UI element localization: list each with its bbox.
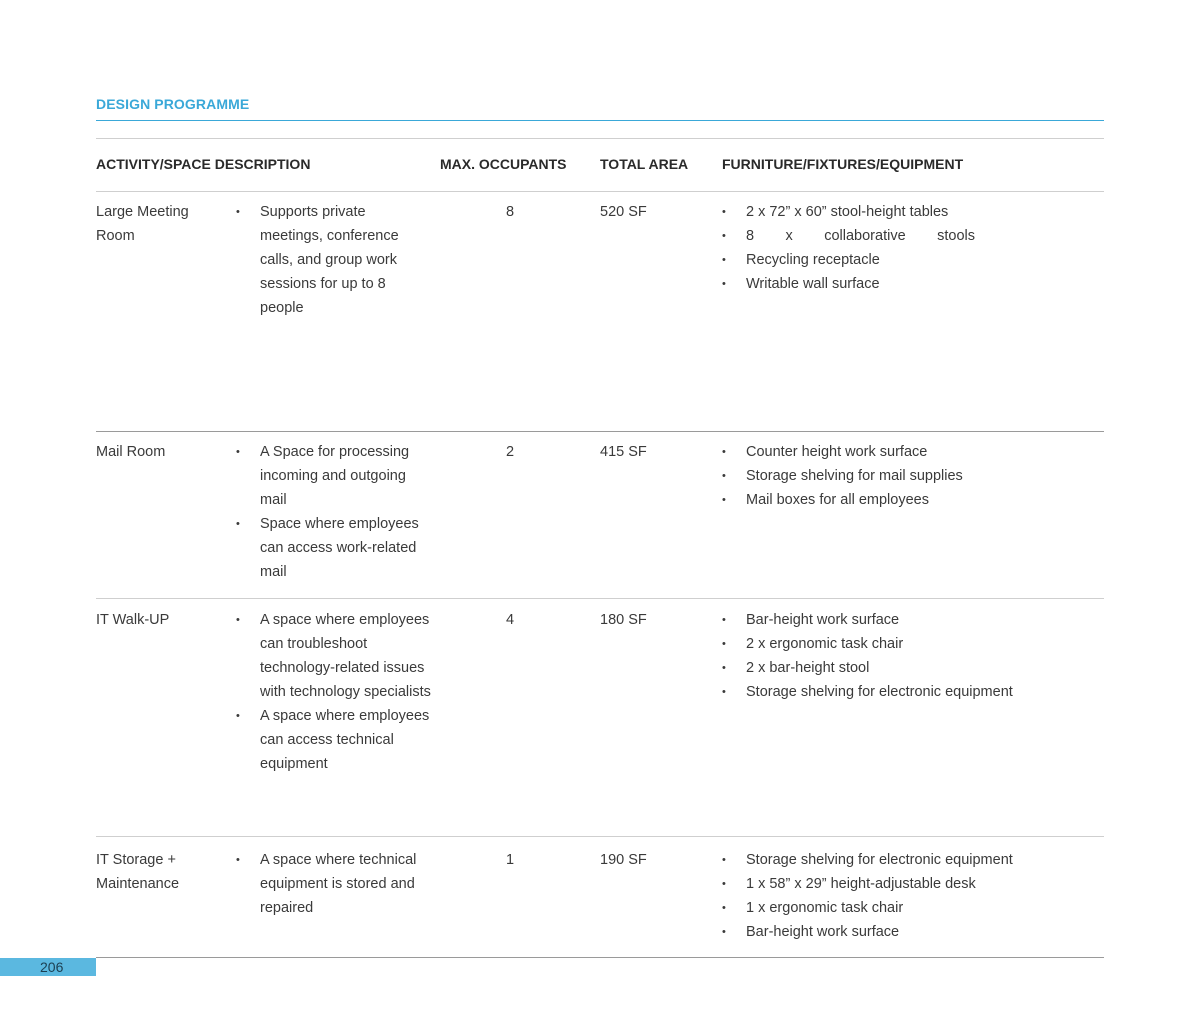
ffe-item: • 2 x bar-height stool (718, 656, 1078, 680)
description-item: • Space where employees can access work-related mail (232, 512, 432, 584)
total-area: 180 SF (600, 612, 647, 628)
header-rule (96, 191, 1104, 192)
section-title-rule (96, 120, 1104, 121)
ffe-item-justified (746, 224, 975, 248)
ffe-item: • Bar-height work surface (718, 608, 1078, 632)
space-description (232, 608, 432, 776)
header-activity: ACTIVITY/SPACE DESCRIPTION (96, 156, 311, 172)
space-description (232, 200, 432, 320)
ffe-item: • Recycling receptacle (718, 248, 1078, 272)
ffe-item: • 2 x 72” x 60” stool-height tables (718, 200, 1078, 224)
header-occupants: MAX. OCCUPANTS (440, 156, 567, 172)
ffe-item: • Writable wall surface (718, 272, 1078, 296)
row-divider (96, 836, 1104, 837)
description-item: • A Space for processing incoming and outgoing mail (232, 440, 432, 512)
ffe-item: • 1 x ergonomic task chair (718, 896, 1078, 920)
total-area: 415 SF (600, 444, 647, 460)
ffe-list (718, 440, 1078, 512)
page-number: 206 (40, 959, 64, 975)
ffe-word: collaborative (824, 228, 906, 244)
space-description (232, 848, 432, 920)
ffe-item: • 1 x 58” x 29” height-adjustable desk (718, 872, 1078, 896)
max-occupants: 4 (505, 612, 515, 628)
total-area: 190 SF (600, 852, 647, 868)
ffe-item: • Storage shelving for mail supplies (718, 464, 1078, 488)
row-divider (96, 598, 1104, 599)
table-top-rule (96, 138, 1104, 139)
row-divider (96, 431, 1104, 432)
header-ffe: FURNITURE/FIXTURES/EQUIPMENT (722, 156, 964, 172)
total-area: 520 SF (600, 204, 647, 220)
section-title: DESIGN PROGRAMME (96, 96, 250, 112)
description-item: • A space where technical equipment is stored and repaired (232, 848, 432, 920)
ffe-list (718, 848, 1078, 944)
ffe-item: • 2 x ergonomic task chair (718, 632, 1078, 656)
ffe-list (718, 200, 1078, 296)
space-name: Mail Room (96, 444, 166, 460)
table-bottom-rule (96, 957, 1104, 958)
ffe-item (718, 224, 1078, 248)
ffe-item: • Mail boxes for all employees (718, 488, 1078, 512)
ffe-item: • Counter height work surface (718, 440, 1078, 464)
description-item: • Supports private meetings, conference calls, and group work sessions for up to 8 people (232, 200, 432, 320)
ffe-word: stools (937, 228, 975, 244)
space-description (232, 440, 432, 584)
ffe-word: • 8 (746, 228, 755, 244)
description-item: • A space where employees can access technical equipment (232, 704, 432, 776)
max-occupants: 8 (505, 204, 515, 220)
ffe-item: • Storage shelving for electronic equipment (718, 848, 1078, 872)
ffe-item: • Storage shelving for electronic equipment (718, 680, 1078, 704)
space-name: IT Storage + Maintenance (96, 852, 180, 892)
description-item: • A space where employees can troubleshoot technology-related issues with technology specialists (232, 608, 432, 704)
space-name: Large Meeting Room (96, 204, 189, 244)
header-area: TOTAL AREA (600, 156, 689, 172)
max-occupants: 2 (505, 444, 515, 460)
space-name: IT Walk-UP (96, 612, 170, 628)
max-occupants: 1 (505, 852, 515, 868)
ffe-word: x (785, 228, 793, 244)
ffe-list (718, 608, 1078, 704)
ffe-item: • Bar-height work surface (718, 920, 1078, 944)
